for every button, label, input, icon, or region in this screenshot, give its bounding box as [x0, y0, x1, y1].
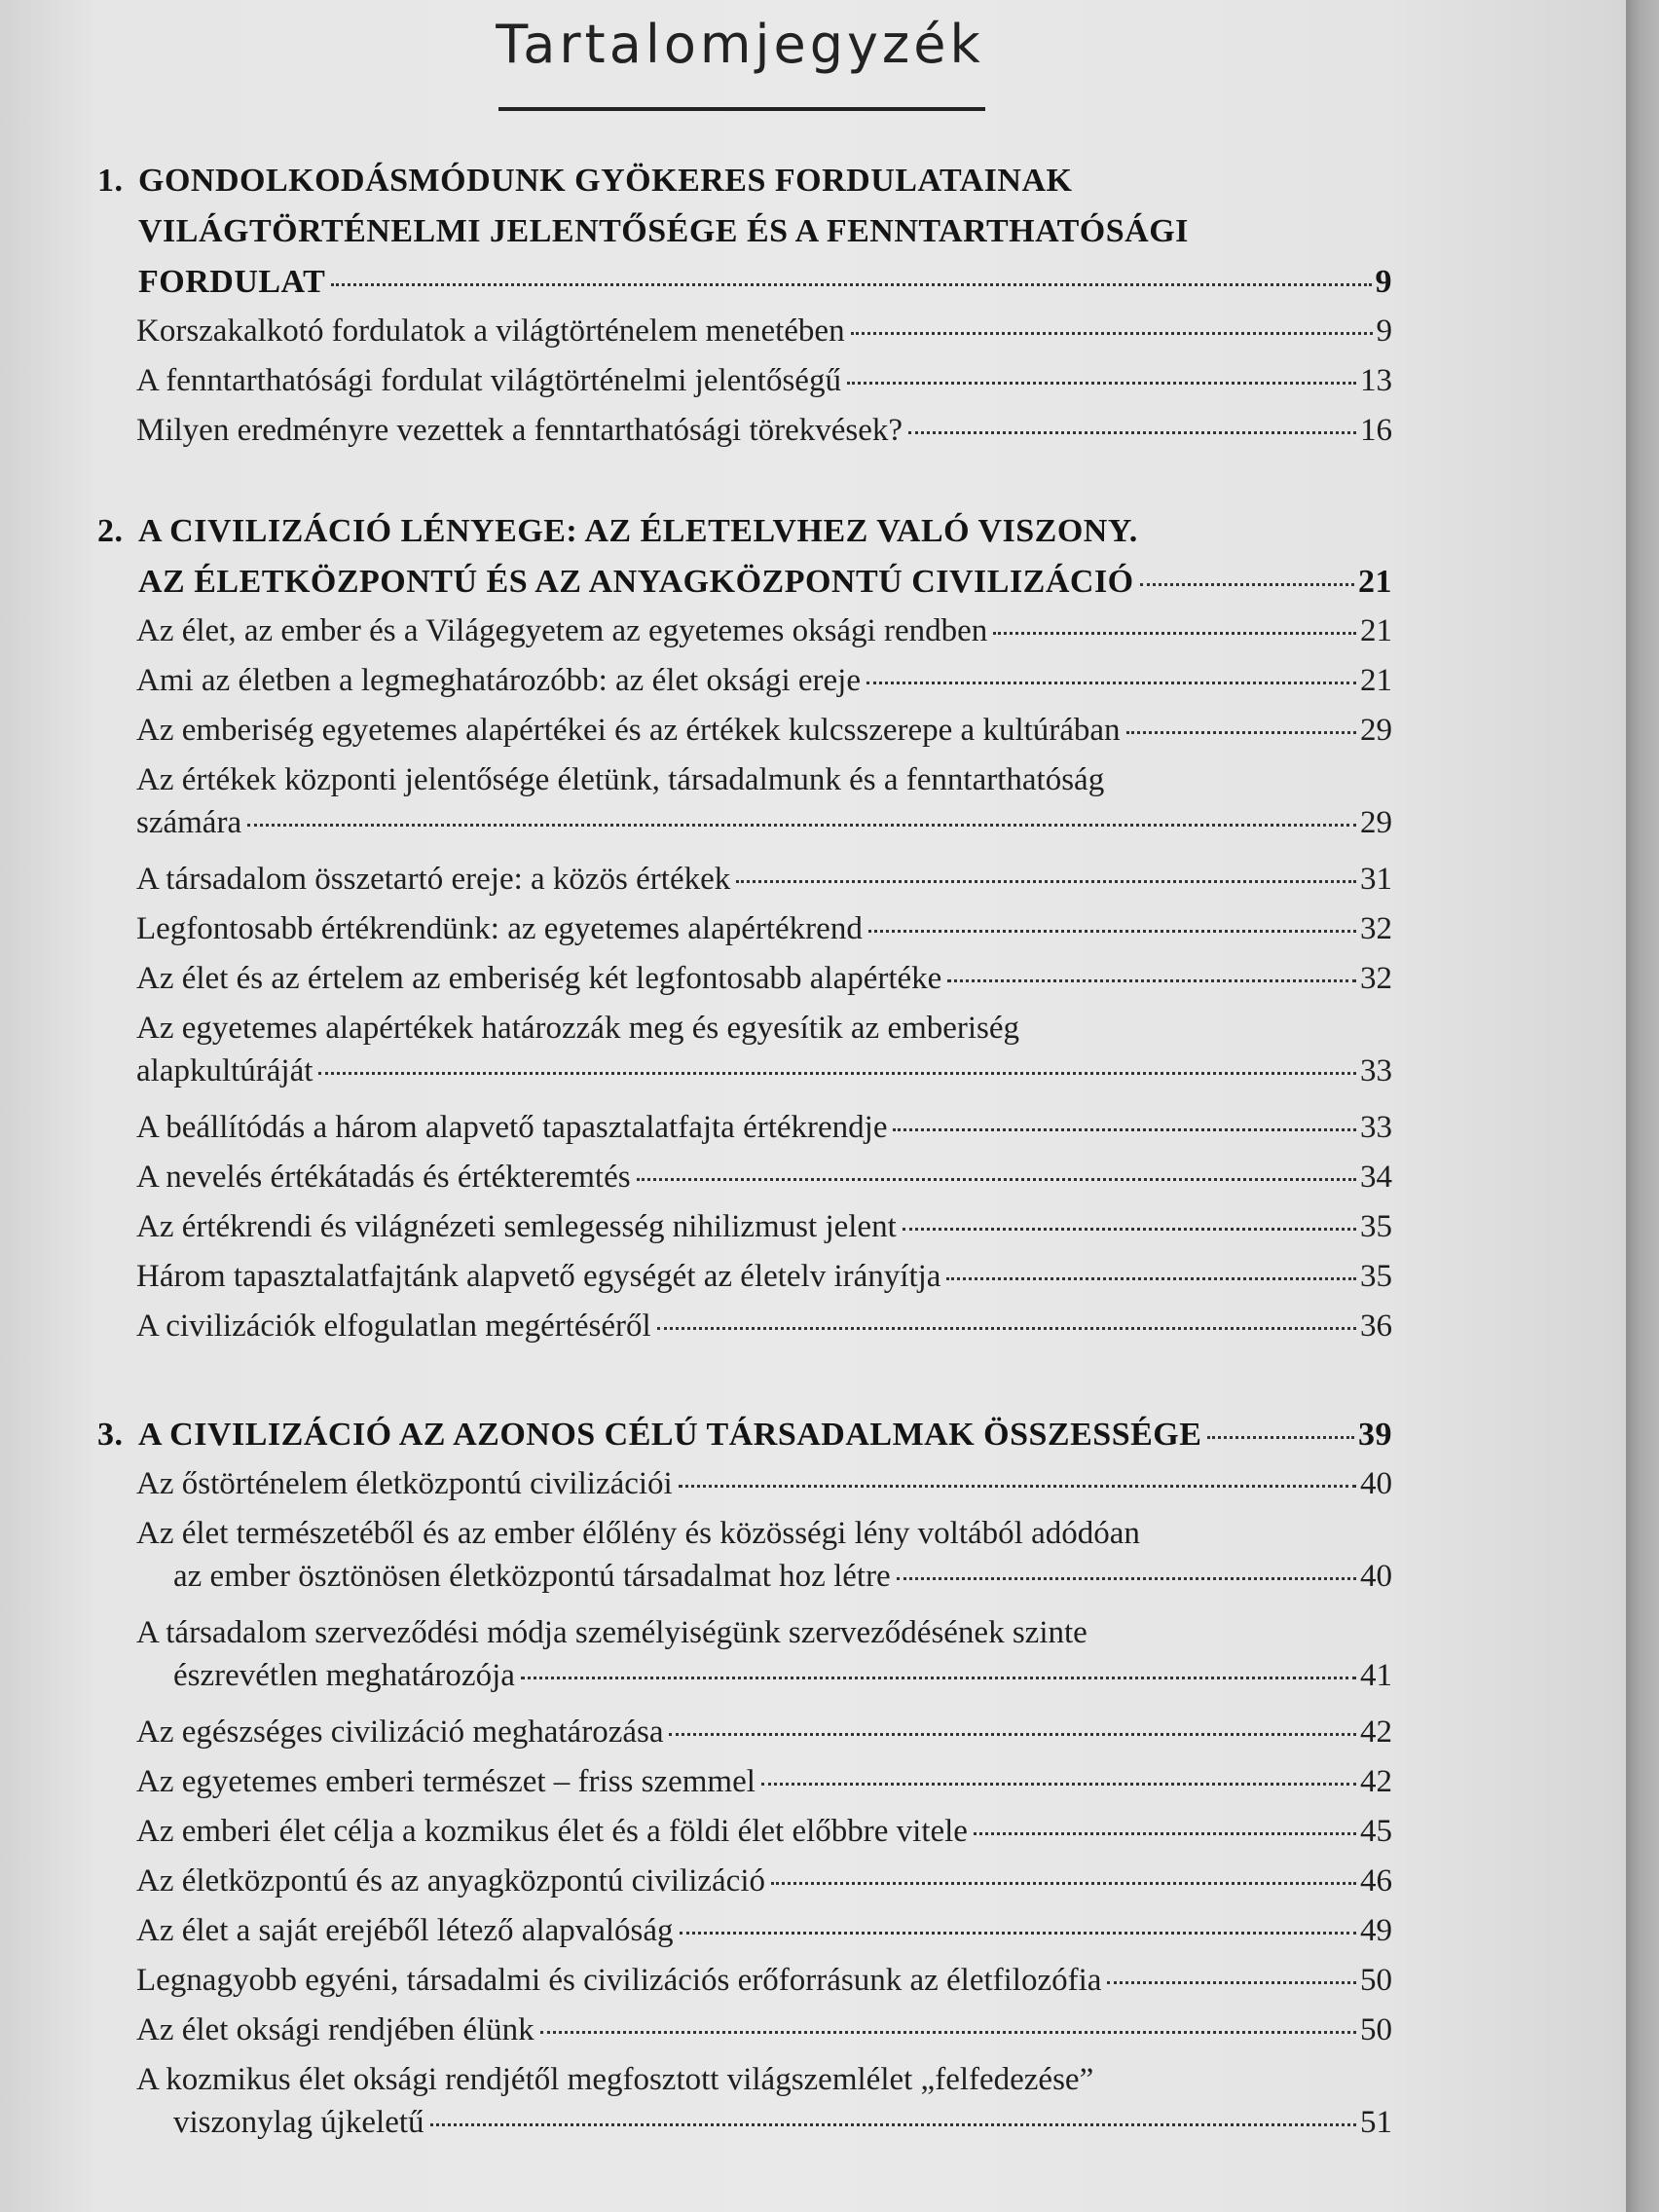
toc-entry-label: A nevelés értékátadás és értékteremtés [136, 1160, 631, 1195]
toc-entry-label: Az egyetemes emberi természet – friss szemmel [136, 1764, 756, 1799]
toc-entry-label: Ami az életben a legmeghatározóbb: az élet oksági ereje [136, 663, 861, 698]
toc-entry[interactable] [136, 659, 1392, 702]
toc-entry[interactable] [136, 1860, 1392, 1902]
dot-leader [946, 1277, 1356, 1280]
toc-entry[interactable] [136, 758, 1392, 844]
toc-entry[interactable] [136, 359, 1392, 402]
dot-leader [1140, 583, 1354, 586]
page-number: 42 [1360, 1764, 1392, 1799]
toc-entry[interactable] [136, 709, 1392, 752]
toc-entry-label: A társadalom összetartó ereje: a közös értékek [136, 862, 731, 897]
page-number: 29 [1360, 805, 1392, 840]
section-heading [97, 1410, 1392, 1460]
toc-entry-label: számára [136, 805, 242, 840]
toc-entry-label: Legfontosabb értékrendünk: az egyetemes alapértékrend [136, 911, 863, 946]
section-heading [97, 156, 1392, 308]
toc-entry-label: A beállítódás a három alapvető tapasztalatfajta értékrendje [136, 1110, 888, 1145]
section-heading-line: FORDULAT [138, 264, 326, 300]
dot-leader [893, 1128, 1356, 1131]
toc-entry[interactable] [136, 2058, 1392, 2144]
page-number: 31 [1360, 862, 1392, 897]
toc-entry[interactable] [136, 1909, 1392, 1952]
page-number: 41 [1360, 1658, 1392, 1693]
toc-entry[interactable] [136, 310, 1392, 352]
dot-leader [637, 1178, 1356, 1181]
section-heading-line: GONDOLKODÁSMÓDUNK GYÖKERES FORDULATAINAK [138, 163, 1073, 199]
toc-entry[interactable] [136, 1305, 1392, 1347]
page-edge [1626, 0, 1659, 2212]
toc-entry[interactable] [136, 1462, 1392, 1505]
section-heading-line: VILÁGTÖRTÉNELMI JELENTŐSÉGE ÉS A FENNTARTHATÓSÁGI [138, 213, 1189, 249]
toc-entry-label: Az élet természetéből és az ember élőlény és közösségi lény voltából adódóan [136, 1516, 1140, 1551]
toc-entry-label: Milyen eredményre vezettek a fenntarthatósági törekvések? [136, 413, 903, 448]
toc-entry-label: Az egyetemes alapértékek határozzák meg és egyesítik az emberiség [136, 1011, 1020, 1046]
toc-entry-label: Az értékek központi jelentősége életünk, társadalmunk és a fenntarthatóság [136, 762, 1105, 797]
dot-leader [947, 979, 1356, 982]
toc-entry[interactable] [136, 1810, 1392, 1853]
section-number: 1. [97, 163, 124, 199]
toc-entry-label: viszonylag újkeletű [173, 2105, 424, 2140]
page-number: 42 [1360, 1714, 1392, 1750]
dot-leader [993, 632, 1356, 635]
page-number: 35 [1360, 1209, 1392, 1244]
dot-leader [669, 1733, 1356, 1736]
toc-entry[interactable] [136, 409, 1392, 452]
page-number: 29 [1360, 713, 1392, 748]
page-number: 40 [1360, 1466, 1392, 1501]
dot-leader [540, 2031, 1356, 2034]
toc-entry[interactable] [136, 1760, 1392, 1803]
dot-leader [974, 1832, 1356, 1835]
dot-leader [868, 930, 1356, 933]
page-number: 36 [1360, 1309, 1392, 1344]
dot-leader [657, 1327, 1356, 1330]
dot-leader [331, 283, 1371, 286]
toc-entry-label: A fenntarthatósági fordulat világtörténelmi jelentőségű [136, 363, 841, 398]
dot-leader [679, 1485, 1356, 1488]
toc-entry-label: Korszakalkotó fordulatok a világtörténelem menetében [136, 313, 845, 349]
toc-entry[interactable] [136, 858, 1392, 901]
page-number: 34 [1360, 1160, 1392, 1195]
toc-entry-label: alapkultúráját [136, 1053, 313, 1088]
section-heading [97, 506, 1392, 608]
toc-entry[interactable] [136, 2009, 1392, 2051]
toc-entry-label: Legnagyobb egyéni, társadalmi és civilizációs erőforrásunk az életfilozófia [136, 1963, 1102, 1998]
toc-entry[interactable] [136, 609, 1392, 652]
page-number: 33 [1360, 1110, 1392, 1145]
toc-entry-label: A kozmikus élet oksági rendjétől megfosztott világszemlélet „felfedezése” [136, 2062, 1094, 2097]
page-number: 9 [1375, 264, 1392, 300]
dot-leader [680, 1932, 1356, 1935]
toc-entry-label: A társadalom szerveződési módja személyiségünk szerveződésének szinte [136, 1615, 1088, 1650]
section-number: 2. [97, 513, 124, 549]
page-number: 16 [1360, 413, 1392, 448]
dot-leader [897, 1577, 1356, 1580]
toc-entry-label: Az életközpontú és az anyagközpontú civilizáció [136, 1863, 765, 1899]
dot-leader [430, 2123, 1356, 2126]
page-number: 45 [1360, 1814, 1392, 1849]
section-heading-line: A CIVILIZÁCIÓ AZ AZONOS CÉLÚ TÁRSADALMAK ÖSSZESSÉGE [138, 1417, 1202, 1453]
toc-entry-label: észrevétlen meghatározója [173, 1658, 515, 1693]
page-number: 51 [1360, 2105, 1392, 2140]
toc-entry[interactable] [136, 1512, 1392, 1598]
page-number: 21 [1360, 663, 1392, 698]
toc-entry[interactable] [136, 1711, 1392, 1753]
toc-entry-label: Az egészséges civilizáció meghatározása [136, 1714, 664, 1750]
page-title: Tartalomjegyzék [496, 14, 984, 75]
dot-leader [851, 332, 1373, 335]
page-number: 13 [1360, 363, 1392, 398]
page-number: 40 [1360, 1559, 1392, 1594]
dot-leader [1207, 1436, 1354, 1439]
toc-entry-label: Az emberi élet célja a kozmikus élet és a földi élet előbbre vitele [136, 1814, 968, 1849]
section-heading-line: AZ ÉLETKÖZPONTÚ ÉS AZ ANYAGKÖZPONTÚ CIVILIZÁCIÓ [138, 564, 1134, 600]
toc-entry-label: Az emberiség egyetemes alapértékei és az értékek kulcsszerepe a kultúrában [136, 713, 1121, 748]
page-number: 50 [1360, 1963, 1392, 1998]
toc-entry-label: A civilizációk elfogulatlan megértéséről [136, 1309, 651, 1344]
toc-entry[interactable] [136, 1106, 1392, 1149]
toc-entry-label: Az értékrendi és világnézeti semlegesség nihilizmust jelent [136, 1209, 897, 1244]
dot-leader [903, 1228, 1356, 1231]
page-number: 35 [1360, 1259, 1392, 1294]
dot-leader [761, 1783, 1356, 1786]
dot-leader [771, 1882, 1356, 1885]
dot-leader [736, 880, 1356, 883]
page-number: 32 [1360, 961, 1392, 996]
page-number: 49 [1360, 1913, 1392, 1948]
dot-leader [318, 1072, 1356, 1075]
toc-entry[interactable] [136, 1959, 1392, 2002]
toc-entry-label: az ember ösztönösen életközpontú társadalmat hoz létre [173, 1559, 891, 1594]
page-number: 21 [1358, 564, 1392, 600]
page-number: 32 [1360, 911, 1392, 946]
page-number: 46 [1360, 1863, 1392, 1899]
toc-entry[interactable] [136, 1007, 1392, 1092]
dot-leader [908, 431, 1356, 434]
page-number: 9 [1376, 313, 1392, 349]
dot-leader [247, 824, 1356, 827]
toc-entry-label: Az élet, az ember és a Világegyetem az egyetemes oksági rendben [136, 613, 988, 648]
dot-leader [1107, 1981, 1356, 1984]
dot-leader [847, 382, 1356, 385]
toc-entry[interactable] [136, 957, 1392, 1000]
section-heading-line: A CIVILIZÁCIÓ LÉNYEGE: AZ ÉLETELVHEZ VALÓ VISZONY. [138, 513, 1138, 549]
toc-entry[interactable] [136, 1255, 1392, 1298]
page-number: 21 [1360, 613, 1392, 648]
dot-leader [866, 682, 1356, 684]
page-number: 33 [1360, 1053, 1392, 1088]
toc-entry[interactable] [136, 907, 1392, 950]
page-number: 39 [1358, 1417, 1392, 1453]
section-number: 3. [97, 1417, 124, 1453]
toc-entry-label: Az élet a saját erejéből létező alapvalóság [136, 1913, 674, 1948]
dot-leader [521, 1677, 1356, 1679]
toc-entry[interactable] [136, 1156, 1392, 1198]
toc-entry-label: Három tapasztalatfajtánk alapvető egységét az életelv irányítja [136, 1259, 941, 1294]
dot-leader [1126, 731, 1356, 734]
toc-entry[interactable] [136, 1205, 1392, 1248]
toc-entry-label: Az élet és az értelem az emberiség két legfontosabb alapértéke [136, 961, 942, 996]
toc-entry-label: Az élet oksági rendjében élünk [136, 2012, 535, 2047]
toc-entry[interactable] [136, 1611, 1392, 1697]
page-number: 50 [1360, 2012, 1392, 2047]
toc-entry-label: Az őstörténelem életközpontú civilizációi [136, 1466, 673, 1501]
